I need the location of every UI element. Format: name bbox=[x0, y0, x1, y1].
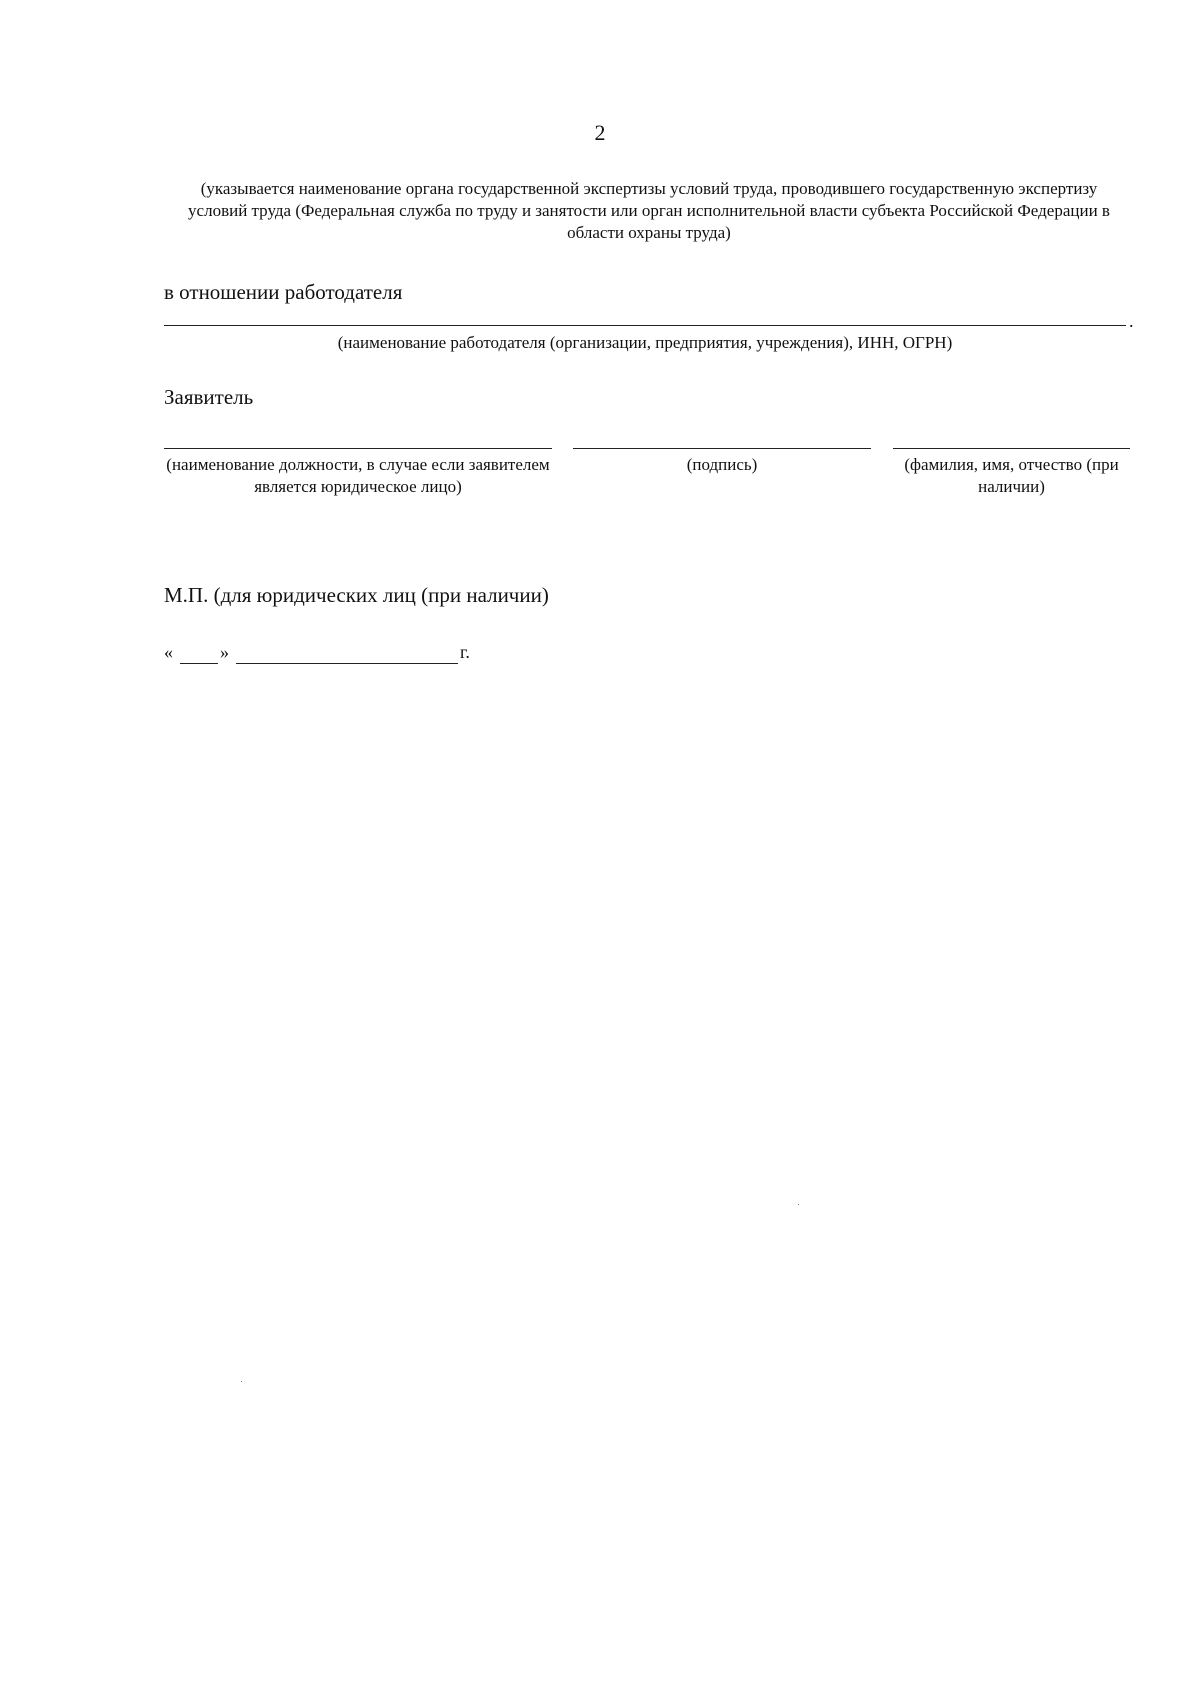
authority-note: (указывается наименование органа государственной экспертизы условий труда, проводившего государственную экспертизу условий труда (Федеральная служба по труду и занятости или орган исполнительной власти субъекта Российской Федерации в области охраны труда) bbox=[188, 179, 1110, 242]
employer-line-dot: . bbox=[1129, 311, 1134, 331]
date-year-suffix: г. bbox=[460, 642, 470, 662]
employer-label: в отношении работодателя bbox=[164, 280, 403, 304]
stamp-note: М.П. (для юридических лиц (при наличии) bbox=[164, 583, 549, 607]
position-caption: (наименование должности, в случае если заявителем является юридическое лицо) bbox=[166, 455, 550, 496]
date-open-quote: « bbox=[164, 642, 173, 662]
date-close-quote: » bbox=[220, 642, 229, 662]
employer-caption: (наименование работодателя (организации, предприятия, учреждения), ИНН, ОГРН) bbox=[337, 333, 953, 352]
signature-caption: (подпись) bbox=[686, 455, 758, 474]
scan-speck bbox=[798, 1204, 799, 1205]
signature-field-line bbox=[573, 448, 871, 449]
employer-name-field-line bbox=[164, 325, 1126, 326]
position-field-line bbox=[164, 448, 552, 449]
full-name-caption: (фамилия, имя, отчество (при наличии) bbox=[904, 455, 1119, 496]
full-name-field-line bbox=[893, 448, 1130, 449]
date-month-field-line bbox=[236, 663, 458, 664]
page-number: 2 bbox=[594, 120, 606, 145]
applicant-label: Заявитель bbox=[164, 385, 254, 409]
date-row bbox=[164, 642, 494, 666]
scan-speck bbox=[241, 1381, 242, 1382]
date-day-field-line bbox=[180, 663, 218, 664]
